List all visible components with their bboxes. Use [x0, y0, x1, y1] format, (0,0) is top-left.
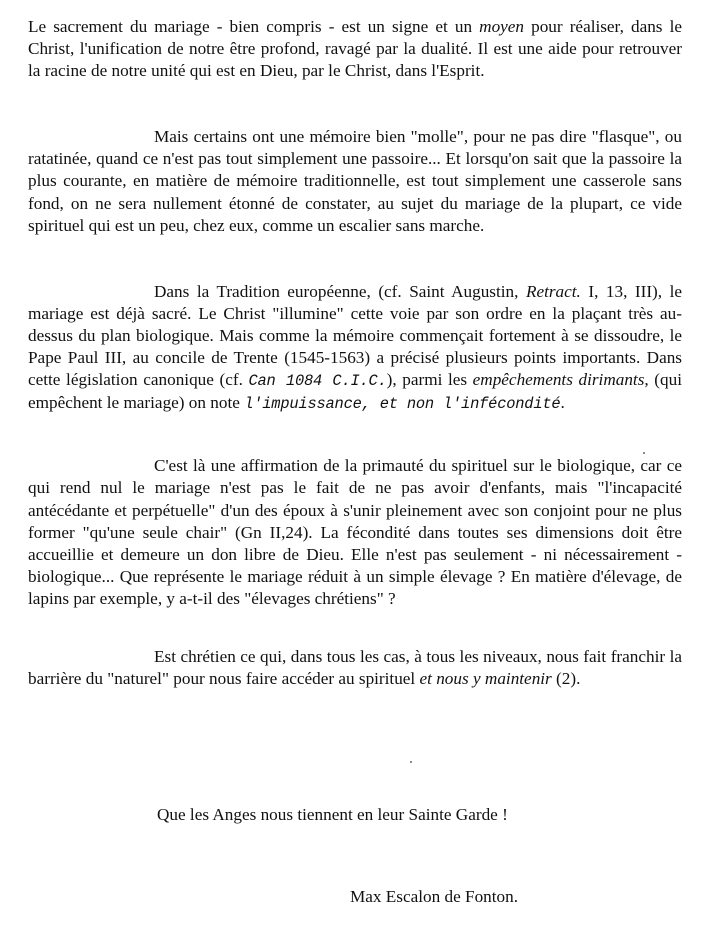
paragraph-christian	[28, 646, 682, 690]
paragraph-primacy	[28, 455, 682, 610]
text-segment: Est chrétien ce qui, dans tous les cas, à tous les niveaux, nous fait franchir la barrière du "naturel" pour nous faire accéder au spirituel	[28, 646, 682, 689]
closing-blessing: Que les Anges nous tiennent en leur Sainte Garde !	[157, 805, 508, 824]
text-segment: pour réaliser, dans le Christ, l'unification de notre être profond, ravagé par la dualité. Il est une aide pour retrouver la racine de notre unité qui est en Dieu, par le Christ, dans l'Esprit.	[28, 17, 682, 81]
text-segment: (2).	[551, 669, 581, 689]
scan-speck	[643, 452, 645, 454]
emphasis-impuissance: l'impuissance, et non l'infécondité	[244, 395, 561, 414]
emphasis-retract: Retract.	[525, 281, 581, 301]
text-segment: .	[560, 393, 565, 413]
text-segment: Le sacrement du mariage - bien compris - est un signe et un	[28, 17, 480, 36]
paragraph-memory	[28, 126, 682, 236]
text-segment: Mais certains ont une mémoire bien "molle", pour ne pas dire "flasque", ou ratatinée, quand ce n'est pas tout simplement une passoire... Et lorsqu'on sait que la passoire la plus courante, en matière de mémoire traditionnelle, est tout simplement une casserole sans fond, on ne sera nullement étonné de constater, au sujet du mariage de la plupart, ce vide spirituel qui est un peu, chez eux, comme un escalier sans marche.	[28, 127, 682, 235]
emphasis-maintenir: et nous y maintenir	[419, 669, 552, 689]
canon-reference: Can 1084 C.I.C.	[248, 372, 387, 391]
text-segment: , (qui empêchent le mariage) on note	[28, 370, 682, 413]
body-text	[28, 16, 682, 690]
text-segment: Dans la Tradition européenne, (cf. Saint Augustin,	[154, 281, 526, 301]
text-segment: ), parmi les	[386, 370, 473, 390]
text-segment: I, 13, III), le mariage est déjà sacré. Le Christ "illumine" cette voie par son ordre en la plaçant très au-dessus du plan biologique. Mais comme la mémoire commençait fortement à se dissoudre, le Pape Paul III, au concile de Trente (1545-1563) a précisé plusieurs points importants. Dans cette législation canonique (cf.	[28, 281, 682, 390]
text-segment: C'est là une affirmation de la primauté du spirituel sur le biologique, car ce qui rend nul le mariage n'est pas le fait de ne pas avoir d'enfants, mais "l'incapacité antécédante et perpétuelle" d'un des époux à s'unir pleinement avec son conjoint pour ne plus former "qu'une seule chair" (Gn II,24). La fécondité dans toutes ses dimensions doit être accueillie et demeure un don libre de Dieu. Elle n'est pas seulement - ni nécessairement - biologique... Que représente le mariage réduit à un simple élevage ? En matière d'élevage, de lapins par exemple, y a-t-il des "élevages chrétiens" ?	[28, 456, 682, 608]
emphasis-moyen: moyen	[479, 17, 525, 36]
paragraph-sacrament	[28, 16, 682, 82]
signature: Max Escalon de Fonton.	[350, 887, 519, 906]
paragraph-tradition	[28, 281, 682, 416]
emphasis-empechements: empêchements dirimants	[472, 370, 645, 390]
scan-speck	[410, 761, 412, 763]
